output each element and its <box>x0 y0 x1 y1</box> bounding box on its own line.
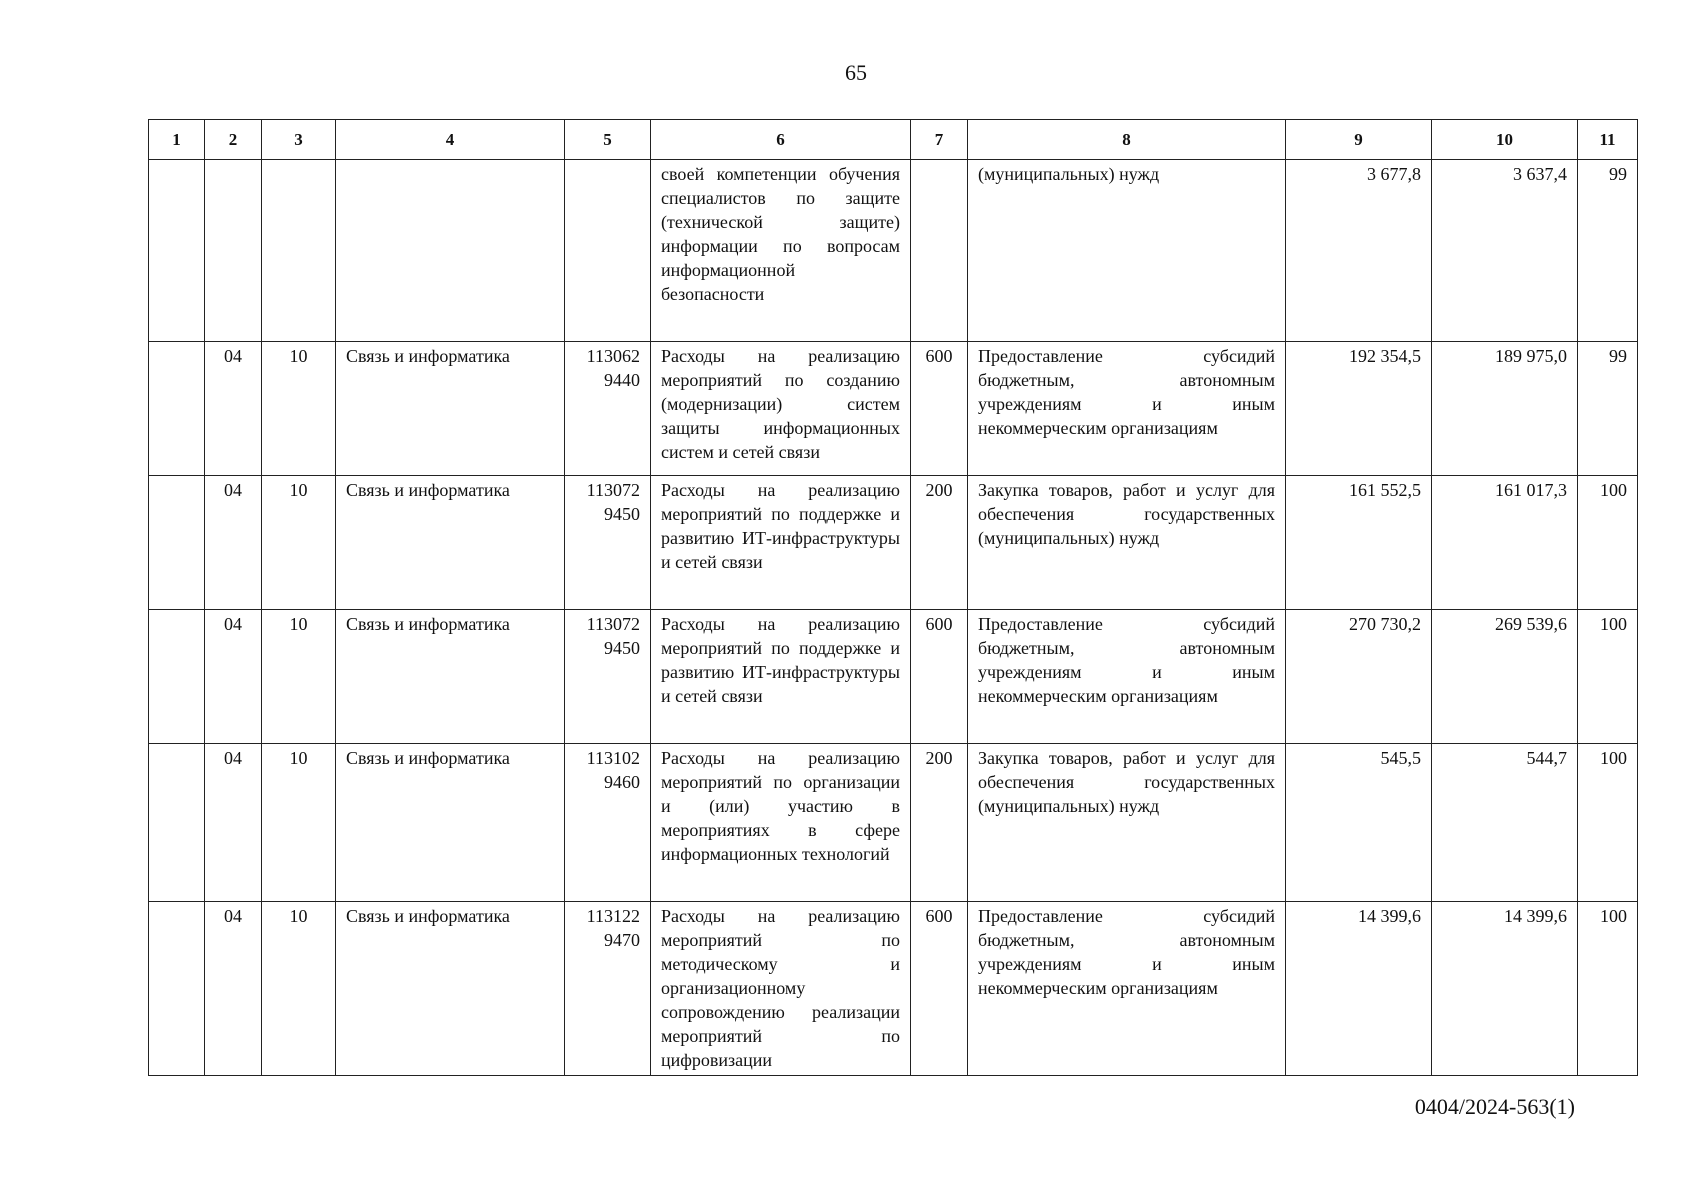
cell-section-name: Связь и информатика <box>336 610 565 744</box>
table-row <box>149 476 1638 610</box>
cell-col-1 <box>149 610 205 744</box>
cell-expense-description: Расходы на реализацию мероприятий по организации и (или) участию в мероприятиях в сфере информационных технологий <box>651 744 911 902</box>
cell-section: 04 <box>205 476 262 610</box>
cell-subsection: 10 <box>262 610 336 744</box>
budget-table <box>148 119 1638 1076</box>
cell-percent: 100 <box>1578 610 1638 744</box>
cell-subsection <box>262 160 336 342</box>
cell-subsection: 10 <box>262 476 336 610</box>
cell-percent: 99 <box>1578 342 1638 476</box>
cell-planned-amount: 270 730,2 <box>1286 610 1432 744</box>
cell-expense-type: 200 <box>911 476 968 610</box>
cell-target-code: 113062 9440 <box>565 342 651 476</box>
cell-section-name <box>336 160 565 342</box>
cell-target-code: 113122 9470 <box>565 902 651 1076</box>
table-row <box>149 744 1638 902</box>
cell-expense-type: 600 <box>911 610 968 744</box>
cell-expense-type-name: Предоставление субсидий бюджетным, автономным учреждениям и иным некоммерческим организациям <box>968 610 1286 744</box>
cell-expense-type-name: Закупка товаров, работ и услуг для обеспечения государственных (муниципальных) нужд <box>968 744 1286 902</box>
header-cell: 7 <box>911 120 968 160</box>
cell-target-code <box>565 160 651 342</box>
cell-expense-description: Расходы на реализацию мероприятий по поддержке и развитию ИТ-инфраструктуры и сетей связи <box>651 476 911 610</box>
header-cell: 2 <box>205 120 262 160</box>
cell-section-name: Связь и информатика <box>336 902 565 1076</box>
cell-col-1 <box>149 744 205 902</box>
cell-expense-description: Расходы на реализацию мероприятий по созданию (модернизации) систем защиты информационных систем и сетей связи <box>651 342 911 476</box>
cell-percent: 100 <box>1578 744 1638 902</box>
header-cell: 10 <box>1432 120 1578 160</box>
cell-section-name: Связь и информатика <box>336 744 565 902</box>
cell-target-code: 113072 9450 <box>565 476 651 610</box>
header-cell: 3 <box>262 120 336 160</box>
cell-actual-amount: 3 637,4 <box>1432 160 1578 342</box>
cell-section-name: Связь и информатика <box>336 476 565 610</box>
cell-planned-amount: 545,5 <box>1286 744 1432 902</box>
cell-planned-amount: 14 399,6 <box>1286 902 1432 1076</box>
cell-percent: 100 <box>1578 476 1638 610</box>
cell-planned-amount: 3 677,8 <box>1286 160 1432 342</box>
cell-expense-type-name: Предоставление субсидий бюджетным, автономным учреждениям и иным некоммерческим организациям <box>968 342 1286 476</box>
header-cell: 9 <box>1286 120 1432 160</box>
cell-expense-type <box>911 160 968 342</box>
cell-expense-type-name: (муниципальных) нужд <box>968 160 1286 342</box>
header-row <box>149 120 1638 160</box>
header-cell: 8 <box>968 120 1286 160</box>
table-row <box>149 342 1638 476</box>
cell-expense-description: Расходы на реализацию мероприятий по поддержке и развитию ИТ-инфраструктуры и сетей связи <box>651 610 911 744</box>
cell-col-1 <box>149 476 205 610</box>
cell-expense-type: 200 <box>911 744 968 902</box>
cell-expense-type-name: Предоставление субсидий бюджетным, автономным учреждениям и иным некоммерческим организациям <box>968 902 1286 1076</box>
page-number: 65 <box>845 60 867 85</box>
cell-subsection: 10 <box>262 744 336 902</box>
cell-col-1 <box>149 902 205 1076</box>
cell-section: 04 <box>205 744 262 902</box>
cell-planned-amount: 192 354,5 <box>1286 342 1432 476</box>
cell-expense-type: 600 <box>911 342 968 476</box>
table-row <box>149 160 1638 342</box>
header-cell: 5 <box>565 120 651 160</box>
cell-actual-amount: 269 539,6 <box>1432 610 1578 744</box>
cell-actual-amount: 189 975,0 <box>1432 342 1578 476</box>
cell-actual-amount: 161 017,3 <box>1432 476 1578 610</box>
cell-target-code: 113072 9450 <box>565 610 651 744</box>
cell-subsection: 10 <box>262 342 336 476</box>
cell-section: 04 <box>205 610 262 744</box>
header-cell: 6 <box>651 120 911 160</box>
table-row <box>149 902 1638 1076</box>
cell-expense-description: Расходы на реализацию мероприятий по методическому и организационному сопровождению реализации мероприятий по цифровизации <box>651 902 911 1076</box>
cell-subsection: 10 <box>262 902 336 1076</box>
cell-section: 04 <box>205 902 262 1076</box>
cell-planned-amount: 161 552,5 <box>1286 476 1432 610</box>
document-registration-number: 0404/2024-563(1) <box>1414 1094 1575 1119</box>
cell-percent: 99 <box>1578 160 1638 342</box>
cell-target-code: 113102 9460 <box>565 744 651 902</box>
cell-section-name: Связь и информатика <box>336 342 565 476</box>
cell-percent: 100 <box>1578 902 1638 1076</box>
cell-actual-amount: 544,7 <box>1432 744 1578 902</box>
cell-actual-amount: 14 399,6 <box>1432 902 1578 1076</box>
cell-col-1 <box>149 160 205 342</box>
header-cell: 4 <box>336 120 565 160</box>
cell-expense-type-name: Закупка товаров, работ и услуг для обеспечения государственных (муниципальных) нужд <box>968 476 1286 610</box>
header-cell: 1 <box>149 120 205 160</box>
cell-section <box>205 160 262 342</box>
table-row <box>149 610 1638 744</box>
header-cell: 11 <box>1578 120 1638 160</box>
cell-expense-description: своей компетенции обучения специалистов по защите (технической защите) информации по вопросам информационной безопасности <box>651 160 911 342</box>
cell-expense-type: 600 <box>911 902 968 1076</box>
cell-section: 04 <box>205 342 262 476</box>
cell-col-1 <box>149 342 205 476</box>
